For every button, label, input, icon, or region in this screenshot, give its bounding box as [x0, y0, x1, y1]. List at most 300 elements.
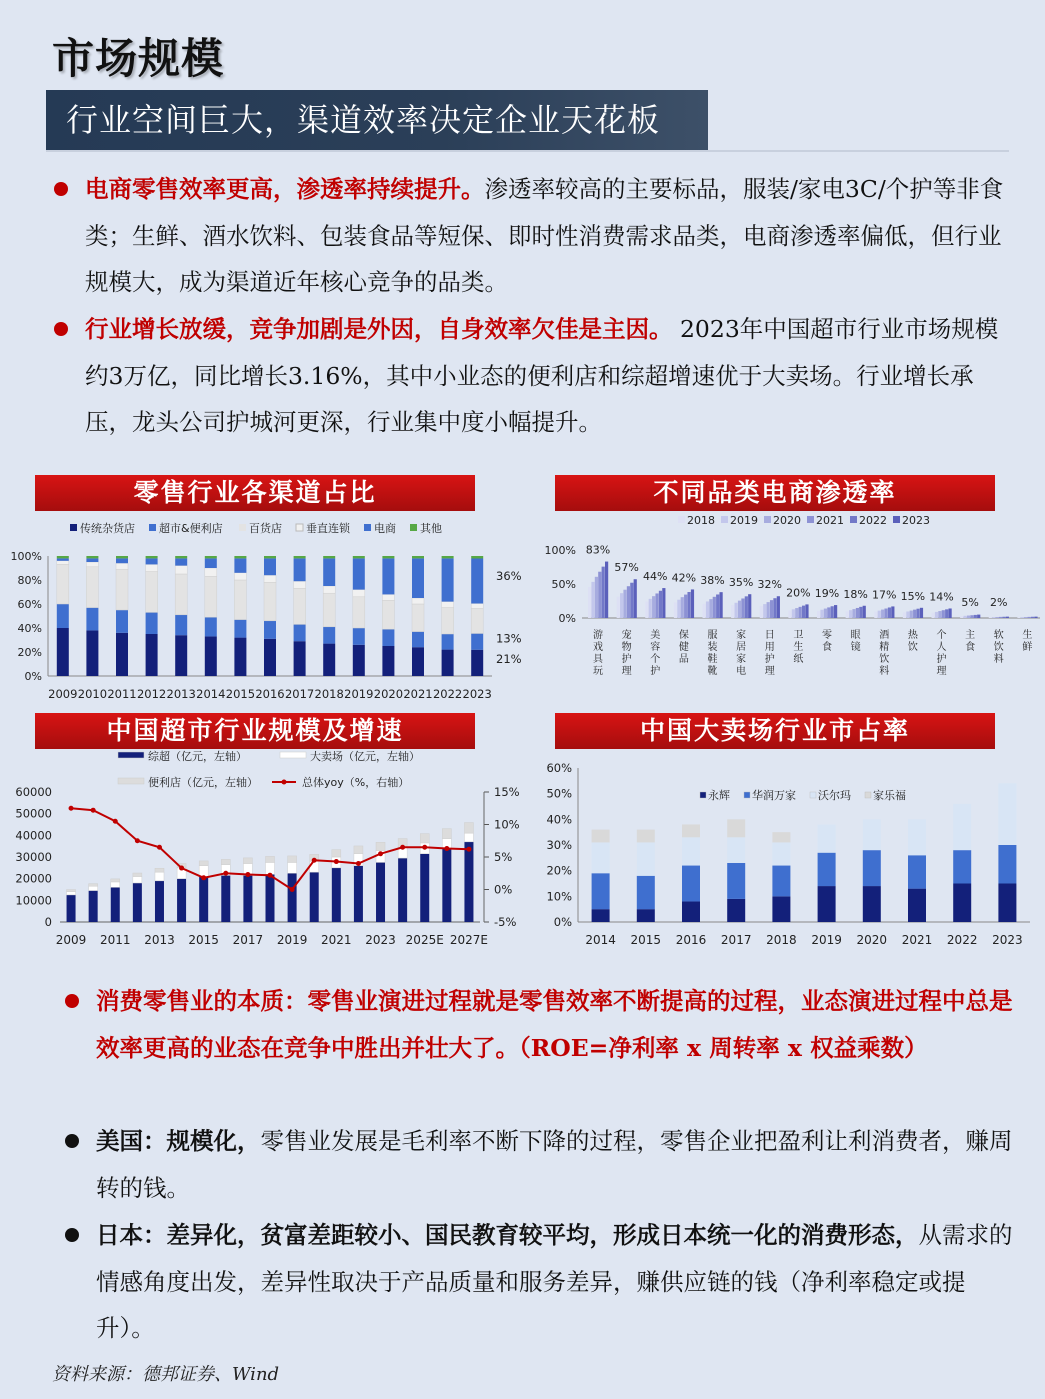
bar [602, 567, 605, 618]
x-tick-label: 用 [764, 642, 775, 653]
bar-segment [471, 604, 483, 609]
yoy-point [113, 819, 118, 824]
bar-segment [442, 602, 454, 608]
bar [888, 607, 891, 618]
bar-segment [382, 556, 394, 558]
y-tick-label: 50000 [15, 806, 52, 821]
x-tick-label: 戏 [593, 642, 603, 653]
y-right-tick-label: 10% [494, 817, 520, 832]
bar [942, 610, 945, 618]
legend-swatch [865, 792, 871, 798]
bar [720, 592, 723, 618]
yoy-point [312, 858, 317, 863]
bar-segment [133, 883, 142, 922]
bar-segment [727, 899, 745, 922]
data-label: 21% [496, 651, 522, 666]
channel-share-chart [0, 512, 530, 707]
bar-segment [420, 854, 429, 922]
bar-segment [908, 889, 926, 922]
data-label: 19% [814, 587, 840, 601]
bar-segment [354, 846, 363, 854]
legend-swatch [70, 524, 77, 531]
legend-swatch [807, 516, 814, 523]
x-tick-label: 服 [707, 630, 718, 641]
x-tick-label: 2018 [314, 687, 344, 701]
x-tick-label: 饮 [907, 642, 918, 653]
bar-segment [818, 886, 836, 922]
bar [989, 617, 992, 618]
bar-segment [205, 576, 217, 617]
bar-segment [133, 873, 142, 876]
bar-segment [205, 636, 217, 676]
bar [681, 597, 684, 618]
y-tick-label: 100% [10, 550, 42, 563]
bar-segment [86, 562, 98, 567]
x-tick-label: 纸 [793, 654, 804, 665]
bar-segment [288, 856, 297, 863]
data-label: 57% [614, 561, 639, 575]
bar-segment [637, 909, 655, 922]
x-tick-label: 2014 [585, 933, 616, 947]
bar-segment [205, 558, 217, 568]
bar-segment [442, 634, 454, 650]
bar-segment [266, 856, 275, 862]
bar [760, 606, 763, 618]
bar [763, 604, 766, 618]
bar [788, 611, 791, 618]
bar [767, 602, 770, 618]
bar [1028, 617, 1031, 618]
legend-label: 2019 [730, 514, 758, 527]
legend-swatch [850, 516, 857, 523]
x-tick-label: 2010 [77, 687, 108, 701]
bar [677, 600, 680, 618]
bar [792, 609, 795, 618]
yoy-point [422, 845, 427, 850]
bar [884, 609, 887, 618]
bar-segment [953, 804, 971, 850]
bar-segment [264, 556, 276, 558]
legend-label: 永辉 [708, 789, 730, 802]
legend-label: 其他 [420, 522, 442, 535]
bar-segment [111, 882, 120, 887]
bar-segment [175, 558, 187, 565]
bar [741, 598, 744, 618]
x-tick-label: 卫 [793, 630, 804, 641]
bar [645, 602, 648, 618]
y-tick-label: 20% [546, 863, 572, 878]
bar-segment [116, 610, 128, 633]
bar [630, 583, 633, 618]
bar [831, 606, 834, 618]
bar [834, 605, 837, 618]
x-tick-label: 2011 [107, 687, 137, 701]
bar [906, 611, 909, 618]
bar-segment [998, 884, 1016, 923]
legend-swatch [410, 524, 417, 531]
bar-segment [146, 558, 158, 564]
bullet-dot [65, 1228, 79, 1242]
yoy-point [245, 872, 250, 877]
legend-swatch [678, 516, 685, 523]
bar-segment [376, 862, 385, 922]
legend-swatch [118, 778, 144, 784]
legend-swatch [744, 792, 750, 798]
bar-segment [953, 884, 971, 923]
yoy-point [179, 866, 184, 871]
bar [777, 596, 780, 618]
yoy-point [290, 887, 295, 892]
bullet-dot [65, 994, 79, 1008]
bar [595, 577, 598, 618]
bar-segment [111, 887, 120, 922]
bar [773, 598, 776, 618]
legend-label: 沃尔玛 [818, 789, 851, 802]
bar-segment [234, 573, 246, 580]
bar-segment [116, 556, 128, 558]
bar-segment [116, 563, 128, 569]
bar [1031, 617, 1034, 618]
bar-segment [243, 858, 252, 864]
bar-segment [382, 629, 394, 646]
bar-segment [412, 647, 424, 676]
x-tick-label: 美 [650, 630, 661, 641]
bar-segment [471, 609, 483, 634]
legend-label: 2018 [687, 514, 715, 527]
bar-segment [471, 634, 483, 650]
y-tick-label: 50% [551, 578, 576, 591]
bar-segment [464, 833, 473, 842]
y-right-tick-label: 0% [494, 882, 513, 897]
x-tick-label: 2027E [449, 933, 489, 947]
x-tick-label: 2011 [99, 933, 131, 947]
chart-header-ecommerce-penetration: 不同品类电商渗透率 [555, 475, 995, 511]
x-tick-label: 2021 [901, 933, 933, 947]
bar-segment [772, 842, 790, 865]
bar [935, 612, 938, 618]
bar-segment [116, 633, 128, 676]
x-tick-label: 2012 [136, 687, 167, 701]
x-tick-label: 游 [593, 630, 603, 641]
x-tick-label: 物 [621, 642, 632, 653]
bar-segment [412, 558, 424, 598]
bar-segment [221, 859, 230, 864]
bar-segment [86, 556, 98, 558]
bar-segment [57, 558, 69, 560]
bar-segment [637, 830, 655, 843]
bullet-5-highlight: 日本：差异化，贫富差距较小、国民教育较平均，形成日本统一化的消费形态， [96, 1221, 919, 1249]
x-tick-label: 饮 [993, 642, 1004, 653]
x-tick-label: 眼 [850, 630, 861, 641]
bar [713, 597, 716, 618]
bar-segment [177, 879, 186, 922]
x-tick-label: 2023 [992, 933, 1023, 947]
bar [999, 617, 1002, 618]
bar-segment [146, 634, 158, 676]
bar [662, 588, 665, 618]
bar-segment [116, 558, 128, 563]
bar-segment [908, 855, 926, 888]
y-right-tick-label: 15% [494, 785, 520, 799]
x-tick-label: 容 [650, 642, 661, 653]
bar-segment [353, 590, 365, 597]
x-tick-label: 食 [822, 642, 832, 653]
x-tick-label: 料 [993, 654, 1004, 665]
x-tick-label: 个 [936, 630, 947, 641]
bar-segment [57, 604, 69, 628]
bar [916, 609, 919, 618]
data-label: 17% [872, 588, 897, 602]
bar [1002, 617, 1005, 618]
bar-segment [294, 588, 306, 624]
bar [659, 591, 662, 618]
bar-segment [772, 866, 790, 897]
data-label: 36% [496, 569, 522, 583]
data-label: 38% [700, 574, 725, 588]
legend-swatch [893, 516, 900, 523]
bar-segment [353, 645, 365, 676]
bar [634, 579, 637, 618]
x-tick-label: 健 [678, 642, 689, 653]
page-title: 市场规模 [52, 34, 225, 83]
x-tick-label: 2017 [284, 687, 315, 701]
bar-segment [294, 556, 306, 558]
bar-segment [234, 580, 246, 620]
bar [903, 612, 906, 618]
bar-segment [89, 891, 98, 922]
bar [910, 611, 913, 618]
bullet-5-text: 从需求的情感角度出发，差异性取决于产品质量和服务差异，赚供应链的钱（净利率稳定或提升）。 [96, 1221, 1013, 1342]
legend-label: 超市&便利店 [159, 522, 223, 535]
bar-segment [412, 632, 424, 648]
y-tick-label: 10000 [15, 893, 52, 908]
bullet-paragraph-4 [96, 1118, 1021, 1211]
hypermarket-share-chart [540, 750, 1045, 955]
bar-segment [332, 868, 341, 922]
bar [709, 599, 712, 618]
bar [817, 611, 820, 618]
legend-swatch [364, 524, 371, 531]
bar-segment [637, 842, 655, 875]
x-tick-label: 玩 [593, 666, 603, 677]
bar [745, 596, 748, 618]
bar-segment [133, 877, 142, 884]
legend-label: 家乐福 [873, 789, 906, 802]
legend-swatch [721, 516, 728, 523]
bar-segment [323, 593, 335, 627]
legend-swatch [118, 752, 144, 758]
x-tick-label: 2021 [403, 687, 433, 701]
x-tick-label: 2014 [196, 687, 226, 701]
subtitle-banner: 行业空间巨大，渠道效率决定企业天花板 [46, 90, 708, 150]
bar [735, 603, 738, 618]
x-tick-label: 电 [736, 666, 747, 677]
bar-segment [234, 620, 246, 638]
bar-segment [471, 556, 483, 559]
legend-label: 华润万家 [752, 789, 796, 802]
bar-segment [264, 575, 276, 582]
y-tick-label: 60000 [15, 785, 52, 799]
bullet-4-text: 零售业发展是毛利率不断下降的过程，零售企业把盈利让利消费者，赚周转的钱。 [96, 1127, 1013, 1202]
bar-segment [592, 909, 610, 922]
y-tick-label: 0% [558, 612, 576, 625]
bar-segment [86, 567, 98, 608]
bar [748, 594, 751, 618]
y-tick-label: 100% [544, 544, 576, 557]
bar [827, 607, 830, 618]
bar-segment [323, 556, 335, 558]
bar-segment [353, 556, 365, 558]
legend-swatch [700, 792, 706, 798]
bar-segment [199, 861, 208, 866]
bar [846, 611, 849, 618]
bar-segment [818, 853, 836, 886]
bar-segment [264, 582, 276, 620]
x-tick-label: 生 [1022, 630, 1033, 641]
bar-segment [442, 608, 454, 634]
bar-segment [243, 875, 252, 922]
x-tick-label: 保 [678, 630, 689, 641]
x-tick-label: 2013 [144, 933, 175, 947]
bullet-4-highlight: 美国：规模化， [96, 1127, 261, 1155]
yoy-point [444, 846, 449, 851]
bar-segment [221, 875, 230, 922]
bar [591, 582, 594, 618]
y-tick-label: 20000 [15, 871, 52, 886]
x-tick-label: 2023 [462, 687, 492, 701]
bar [687, 592, 690, 618]
yoy-point [400, 845, 405, 850]
x-tick-label: 宠 [621, 630, 632, 641]
bar-segment [294, 558, 306, 581]
bar-segment [727, 837, 745, 863]
x-tick-label: 理 [936, 666, 947, 677]
bar-segment [146, 556, 158, 558]
bar [920, 608, 923, 618]
bar-segment [67, 892, 76, 895]
chart-header-hypermarket-share: 中国大卖场行业市占率 [555, 713, 995, 749]
legend-label: 百货店 [249, 522, 282, 535]
bar-segment [354, 866, 363, 922]
y-tick-label: 0% [24, 670, 42, 683]
bar-segment [86, 558, 98, 562]
yoy-point [69, 806, 74, 811]
yoy-point [334, 859, 339, 864]
bar [878, 611, 881, 618]
yoy-point [378, 851, 383, 856]
bar-segment [772, 896, 790, 922]
bullet-paragraph-5 [96, 1212, 1021, 1352]
bar [863, 606, 866, 618]
bar-segment [772, 832, 790, 842]
bar-segment [234, 558, 246, 572]
bar-segment [863, 850, 881, 886]
x-tick-label: 护 [621, 654, 632, 665]
x-tick-label: 镜 [850, 642, 861, 653]
x-tick-label: 具 [593, 654, 603, 665]
bullet-dot [65, 1134, 79, 1148]
source-note: 资料来源：德邦证券、Wind [52, 1364, 280, 1385]
bar-segment [175, 566, 187, 574]
bar-segment [264, 558, 276, 575]
legend-label: 2020 [773, 514, 801, 527]
x-tick-label: 家 [736, 654, 747, 665]
bar [605, 562, 608, 618]
bar-segment [464, 842, 473, 922]
bullet-3-highlight: 消费零售业的本质：零售业演进过程就是零售效率不断提高的过程，业态演进过程中总是效率更高的业态在竞争中胜出并壮大了。（ROE=净利率 x 周转率 x 权益乘数） [96, 987, 1013, 1062]
y-tick-label: 10% [546, 889, 572, 904]
bar-segment [264, 639, 276, 676]
bar-segment [57, 556, 69, 558]
x-tick-label: 生 [793, 642, 804, 653]
bar-segment [205, 556, 217, 558]
legend-label: 综超（亿元，左轴） [148, 750, 247, 763]
bar [716, 594, 719, 618]
bar-segment [205, 617, 217, 636]
data-label: 15% [900, 589, 926, 603]
x-tick-label: 2018 [766, 933, 797, 947]
data-label: 13% [496, 631, 522, 646]
x-tick-label: 鲜 [1022, 642, 1033, 653]
bullet-2-text: 2023年中国超市行业市场规模约3万亿，同比增长3.16%，其中小业态的便利店和综超增速优于大卖场。行业增长承压，龙头公司护城河更深，行业集中度小幅提升。 [85, 315, 999, 436]
x-tick-label: 2019 [344, 687, 374, 701]
bar-segment [155, 872, 164, 881]
x-tick-label: 食 [965, 642, 976, 653]
bar [795, 608, 798, 618]
bar-segment [86, 630, 98, 676]
bar [891, 606, 894, 618]
y-right-tick-label: -5% [494, 915, 517, 929]
legend-swatch [810, 792, 816, 798]
yoy-point [466, 847, 471, 852]
x-tick-label: 品 [678, 654, 689, 665]
x-tick-label: 软 [993, 630, 1004, 641]
y-tick-label: 30000 [15, 850, 52, 864]
bullet-paragraph-2 [85, 306, 1015, 446]
bar-segment [199, 866, 208, 877]
bar [859, 607, 862, 618]
bar [881, 610, 884, 618]
legend-swatch [282, 780, 287, 785]
bar-segment [908, 819, 926, 855]
data-label: 42% [671, 571, 697, 585]
chart-header-channel-share: 零售行业各渠道占比 [35, 475, 475, 511]
bar-segment [382, 646, 394, 676]
x-tick-label: 理 [621, 666, 632, 677]
x-tick-label: 2020 [373, 687, 404, 701]
subtitle-divider [46, 150, 1009, 152]
bar-segment [175, 615, 187, 635]
bar-segment [353, 628, 365, 645]
bar-segment [412, 604, 424, 632]
bar [949, 608, 952, 618]
y-tick-label: 0% [553, 915, 572, 929]
bar [655, 593, 658, 618]
data-label: 2% [990, 596, 1008, 609]
bar-segment [155, 881, 164, 922]
bar [627, 586, 630, 618]
bar-segment [323, 627, 335, 644]
bar [960, 616, 963, 618]
chart-header-supermarket-scale: 中国超市行业规模及增速 [35, 713, 475, 749]
bar-segment [682, 824, 700, 837]
y-tick-label: 50% [546, 786, 572, 801]
x-tick-label: 理 [764, 666, 775, 677]
bar [802, 606, 805, 618]
bar [1034, 617, 1037, 618]
x-tick-label: 靴 [707, 666, 718, 677]
bar-segment [353, 558, 365, 589]
